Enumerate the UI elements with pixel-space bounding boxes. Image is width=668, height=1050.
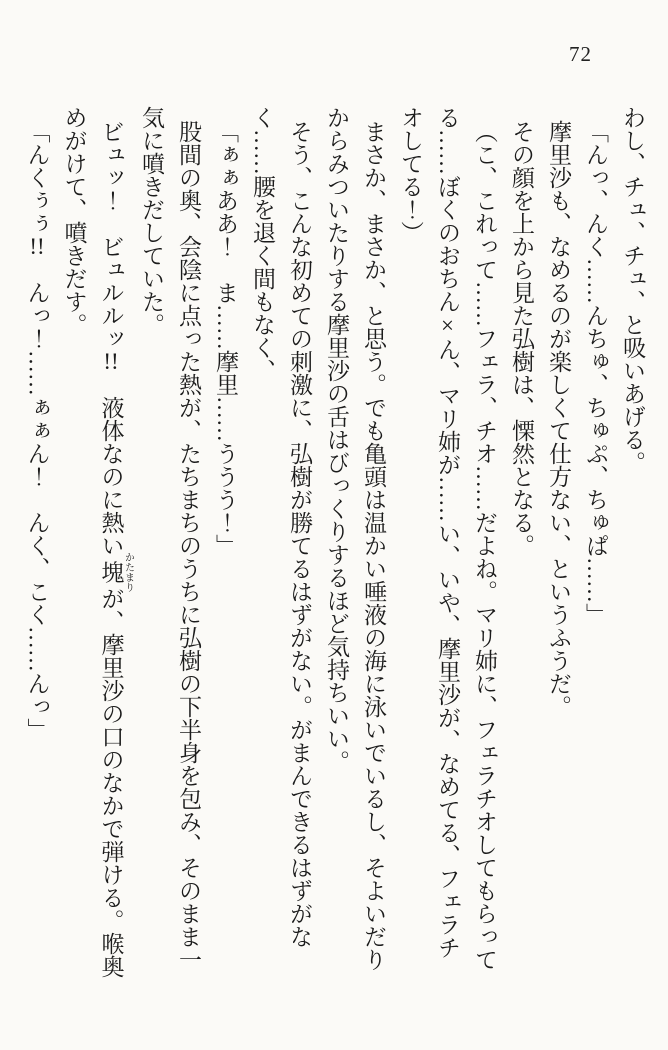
tate-chu-yoko: !! (29, 234, 45, 258)
paragraph: （こ、これって……フェラ、チオ……だよね。マリ姉に、フェラチオしてもらってる……ぼくのおちん×ん、マリ姉が……い、いや、摩里沙が、なめてる、フェラチオしてる！） (398, 106, 497, 971)
paragraph: その顔を上から見た弘樹は、慄然となる。 (509, 119, 534, 557)
text-block (18, 106, 651, 980)
ruby-annotated-word: 塊 かたまり (98, 551, 134, 592)
tate-chu-yoko: !! (103, 349, 119, 373)
paragraph: 「ぁぁああ！ ま……摩里……ううう！」 (213, 119, 238, 557)
paragraph: わし、チュ、チュ、と吸いあげる。 (620, 106, 645, 474)
paragraph: 股間の奥、会陰に点った熱が、たちまちのうちに弘樹の下半身を包み、そのまま一気に噴きだしていた。 (139, 106, 201, 971)
paragraph: ビュッ！ ビュルルッ!! 液体なのに熱い塊 かたまりが、摩里沙の口のなかで弾ける。喉奥めがけて、噴きだす。 (61, 106, 134, 978)
paragraph: そう、こんな初めての刺激に、弘樹が勝てるはずがない。がまんできるはずがなく……腰を退く間もなく、 (250, 106, 312, 948)
paragraph: 「んっ、んく……んちゅ、ちゅぷ、ちゅぱ……」 (583, 119, 608, 626)
page-number: 72 (569, 42, 592, 66)
paragraph: 摩里沙も、なめるのが楽しくて仕方ない、というふうだ。 (546, 119, 571, 718)
paragraph: まさか、まさか、と思う。でも亀頭は温かい唾液の海に泳いでいるし、そよいだりからみついたりする摩里沙の舌はびっくりするほど気持ちいい。 (324, 106, 386, 971)
paragraph: 「んくぅぅ!! んっ！……ぁぁん！ んく、こく……んっ」 (24, 119, 50, 741)
